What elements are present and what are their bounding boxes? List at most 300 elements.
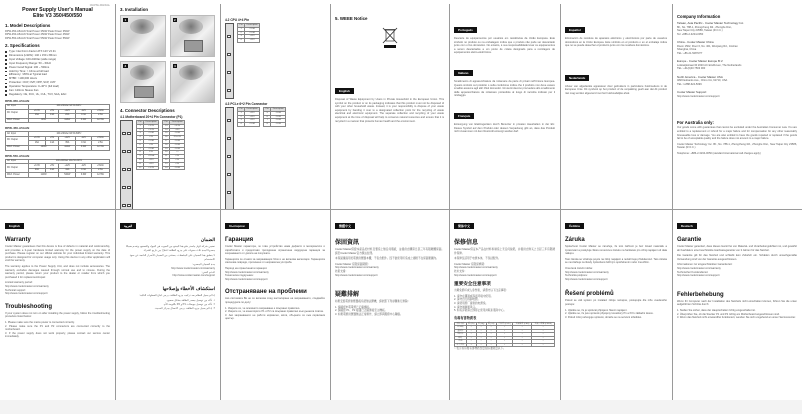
weee-translations-panel-2 [560,0,672,209]
australia-text: Our goods come with guarantees that cannot be excluded under the Australian Consumer Law. You are entitled to a replacement or refund for a major failure and for compensation for any other reasonably foreseeable loss or damage. You are also entitled to have the goods repaired or replaced if the goods fail to be of acceptable quality and the failure does not amount to a major failure. [677,126,797,141]
support-link[interactable]: http://www.coolermaster.com/support [677,274,720,278]
table-cell: 16A [28,114,45,119]
language-tag-nederlands: Nederlands [565,75,589,81]
lang-panel-english [0,210,115,400]
support-link[interactable]: http://www.coolermaster.com/support [565,277,608,281]
table-cell: ○ [532,333,555,337]
table-cell: 电子元件 [456,343,465,346]
warranty-text: Cooler Master гарантира, че това устройство няма дефекти в материалите и изработката и предоставя тригодишна ограничена хардуерна гаранция за захранването от датата на покупката. [225,245,325,256]
table-cell: +12V [245,39,260,43]
warranty-text: Cooler Master保证本产品在材料和制造上无任何缺陷，并提供自购买之日起三年有限硬件保修。 [454,248,555,255]
company-name: China - Cooler Master China [677,40,714,45]
table-cell: +12V [245,115,260,119]
table-cell: 35A [59,141,76,146]
support-link-label: Technical support: [5,288,26,292]
table-cell: 0.3A [76,168,92,173]
connector-sub-heading: 4.2 CPU 4+4 Pin [225,18,250,22]
table-cell: 线材 [455,336,467,340]
main-connector [120,120,215,209]
troubleshooting-step: ٣. إذا لم يعمل مزود الطاقة، يرجى الاتصال بمركز الخدمة. [154,306,215,310]
table-cell: 1 [238,27,245,31]
psu-illustration [134,86,154,98]
safety-step: 3. 请使用原厂提供的电源线。 [454,301,489,305]
table-cell: 9 [137,155,144,159]
troubleshooting-step: ٢. تأكد من توصيل موصلات P1 و P2 باللوحة الأم. [163,302,215,306]
language-tag: Deutsch [677,223,697,229]
table-cell: 348W [59,118,76,123]
table-cell: ---- [170,151,185,155]
warranty-link-label: Limited warranty period: [5,281,33,285]
table-cell: 14A [45,168,58,173]
table-cell: 16 [163,136,170,140]
warranty-text: لا ينطبق هذا الضمان على الملحقات. يستثنى من الضمان الأضرار الناتجة عن سوء الاستخدام. [129,254,215,261]
table-cell: ○ [476,343,486,347]
company-block-north-america [677,76,797,87]
table-label: DC Output [6,109,29,118]
table-cell: Pin [239,24,243,26]
company-block-europe [677,60,797,71]
cpu-connector [225,23,325,99]
table-cell: 12.5W [91,118,109,123]
warranty-link[interactable]: http://www.coolermaster.com/warranty [225,270,269,274]
connector-24pin-icon [120,120,133,209]
table-cell: 部件名称 [456,322,465,325]
pin-table [263,107,286,127]
model-line: RPW-350-A5AAN Total Power 350W Peak Power 350W [5,29,70,33]
table-cell: -12V [76,109,92,114]
lang-panel-bulgarian [220,210,330,400]
language-tag: 简体中文 [454,223,474,229]
table-cell: COM [271,115,286,119]
table-cell: -12V [76,136,92,141]
safety-step: 5. 如有异常请立即停止使用并联系服务中心。 [454,309,507,313]
table-cell: +12V [144,162,159,166]
table-cell: COM [271,123,286,127]
lang-panel-czech [560,210,672,400]
troubleshooting-step: 3. If the power supply does not work properly, please contact our service center immediately. [5,331,110,339]
troubleshooting-intro: Wenn Ihr Computer nach der Installation des Netzteils nicht einschalten können, führen Sie die unten aufgeführten Schritte durch: [677,299,797,307]
table-cell: +3.3V [170,124,185,128]
table-model-title: RPW-450-A5AAN [5,126,30,131]
table-cell: 24 [163,166,170,170]
table-label: AC Input [6,104,29,109]
table-cell: 12.5W [91,146,109,151]
warranty-text: تضمن شركة كولر ماستر خلو هذا المنتج من العيوب في المواد والتصنيع، وتقدم ضمانًا محدودًا لمدة ثلاث سنوات على مزود الطاقة اعتبارًا من تاريخ الشراء. [125,245,215,252]
table-model-title: RPW-550-A5AAN [5,153,30,158]
install-step-image [120,15,166,57]
table-cell: 镉 (Cd) [487,322,495,325]
table-cell: +5Vsb [91,164,109,169]
troubleshooting-heading: Řešení problémů [565,291,614,298]
table-cell: +3.3V [28,164,45,169]
language-tag-portugues: Português [454,27,477,33]
warranty-text: Společnost Cooler Master se zaručuje, že toto zařízení je bez závad materiálu a zpracování a poskytuje 3letou omezenou záruku na hardware pro zdroj napájení od data nákupu. [565,245,667,256]
troubleshooting-step: 1. Ujistěte se, že je správně připojeno hlavní napájení. [565,308,628,312]
table-cell: 2 [238,115,245,119]
connector-8pin-icon [225,23,234,99]
support-link[interactable]: http://www.coolermaster.com/support [677,95,720,99]
company-block-taiwan [677,22,797,36]
troubleshooting-step: 2. Уверете се, че конекторите P1 и P2 са свързани правилно към дънната платка. [225,310,324,314]
company-phone: Tel: +886-2-3234-0050 [677,32,704,36]
company-name: Europe - Cooler Master Europe B.V. [677,59,724,64]
specs-list [5,50,110,97]
language-tag: English [5,223,24,229]
warranty-link[interactable]: http://www.coolermaster.com/warranty [171,266,215,270]
table-cell: PS-ON [170,136,185,140]
table-cell: ○ [496,333,513,337]
table-cell: +12V [59,136,76,141]
company-block-china [677,41,797,55]
table-cell: COM [144,139,159,143]
table-cell: 5 [137,139,144,143]
table-cell: 塑料件 [455,333,467,337]
table-cell: 23 [163,162,170,166]
installation-panel [115,0,220,209]
connector-sub-heading: 4.1 Motherboard 20+4 Pin Connector (P1) [120,115,183,119]
table-cell: +12V [245,35,260,39]
company-address: Room 1502, Floor 6, No. 401, Wenjiang Rd., Jinshan [677,44,738,48]
table-cell: 20A [28,168,45,173]
warranty-heading: Záruka [565,237,585,243]
table-cell: 14A [45,141,58,146]
weee-nederlands-text: Afvoer van afgedankte apparatuur door gebruikers in particuliere huishoudens in de Europese Unie. Dit symbool op het product of de verpakking geeft aan dat dit product niet mag worden afgevoerd met het huishoudelijke afval. [565,84,667,95]
table-label: MAX. Power [6,173,29,178]
safety-step: 2. 请勿自行拆卸电源。 [454,298,481,302]
safety-step: 4. 请勿堵塞通风口。 [454,305,478,309]
table-cell: ○ [513,333,532,337]
table-cell: 26A [59,114,76,119]
lang-panel-arabic [115,210,220,400]
weee-espanol-text: Eliminación de residuos de aparatos eléctricos y electrónicos por parte de usuarios domésticos en la Unión Europea. Este símbolo en el producto o en el embalaje indica que no se puede desechar el producto junto con los residuos domésticos. [565,37,667,48]
weee-italiano-text: Smaltimento di apparecchiature da rottamare da parte di privati nell'Unione Europea. Questo simbolo sul prodotto o sulla confezione indica che il prodotto non deve essere smaltito assieme agli altri rifiuti domestici. Gli utenti devono provvedere allo smaltimento delle apparecchiature da rottamare portandole al luogo di raccolta indicato per il riciclaggio. [454,79,555,98]
table-cell: 3.6W [76,146,92,151]
pcie-connector [225,107,325,209]
table-cell: ○ [496,343,513,347]
warranty-heading: Гаранция [225,237,254,243]
doc-id: CM-PSU-MANUAL [89,4,110,7]
table-cell: +5V [170,158,185,162]
table-label: AC Input [6,159,29,164]
pin-table [237,107,260,127]
troubleshooting-step: 2. Please make sure the P1 and P2 connectors are connected correctly to the motherboard. [5,324,110,332]
table-cell: 1 [238,111,245,115]
table-cell: COM [170,166,185,170]
table-cell: 风扇 [455,340,467,344]
output-table [5,159,110,178]
warranty-link[interactable]: http://www.coolermaster.com/warranty [565,270,609,274]
table-cell: 3.6W [76,173,92,178]
table-cell: ○ [486,326,496,330]
table-cell: +3.3V [144,166,159,170]
troubleshooting-heading: Отстраняване на проблеми [225,289,307,296]
lang-panel-zh-tw [330,210,449,400]
table-cell: COM [144,132,159,136]
language-tag-italiano: Italiano [454,70,473,76]
table-cell: 4 [137,136,144,140]
connector-pcie-icon [225,107,234,209]
support-link[interactable]: http://www.coolermaster.com/support [172,274,215,278]
table-cell: ○ [476,333,486,337]
page-shadow [0,400,802,414]
spec-item: Operation Temperature: 0~40°C (full load) [5,85,110,89]
table-cell: +5Vsb [91,109,109,114]
table-cell: 2 [238,31,245,35]
warranty-heading: Garantie [677,237,702,243]
warranty-text: Die Garantie gilt für das Netzteil und schließt kein Zubehör ein. Schäden durch unsachgemäße Verwendung sind von der Garantie ausgeschlossen. [677,254,797,261]
support-link[interactable]: http://www.coolermaster.com/support [5,292,48,296]
table-cell: +3.3V [144,124,159,128]
step-number: 1 [124,18,127,22]
table-header: Pin [164,121,168,123]
table-cell: 100-240Vac 8A 50-60Hz [28,132,109,137]
weee-translations-panel-1 [449,0,560,209]
table-label: MAX. Power [6,146,29,151]
support-link[interactable]: http://www.coolermaster.com/support [225,277,268,281]
table-cell: 2.5A [91,114,109,119]
table-cell: PCB板 [455,326,467,330]
troubleshooting-intro: If your system does not turn on after installing the power supply, follow the troubleshooting procedure listed below: [5,311,110,319]
fan-illustration [130,65,154,80]
warranty-link-label: مدة الضمان المحدود: [192,263,215,267]
table-cell: 14 [163,128,170,132]
support-link-label: Техническа поддръжка: [225,274,254,278]
table-cell: +5V [170,155,185,159]
table-cell: ○ [532,326,555,330]
table-cell: 12.5W [91,173,109,178]
table-cell: COM [245,31,260,35]
table-cell: 3 [238,35,245,39]
language-tag-espanol: Español [565,27,585,33]
table-cell: 4 [238,123,245,127]
table-cell: COM [271,111,286,115]
connector-heading: 4. Connector Descriptions [120,108,175,113]
table-cell: ○ [496,340,513,344]
troubleshooting-step: 1. Уверете се, че основното захранване е свързано правилно. [225,306,300,310]
lang-panel-zh-cn [449,210,560,400]
table-cell: Description [246,24,258,26]
troubleshooting-step: 3. Ако захранването не работи нормално, моля, обърнете се към сервизния център. [225,313,325,321]
fan-illustration [179,65,203,80]
troubleshooting-step: 1. Please make sure the mains power is connected correctly. [5,320,75,324]
table-label: DC Output [6,164,29,173]
warranty-link[interactable]: http://www.coolermaster.com/warranty [335,266,379,270]
table-cell: COM [245,123,260,127]
crossed-bin-icon [382,27,398,49]
table-cell: 8 [137,151,144,155]
warranty-link[interactable]: http://www.coolermaster.com/warranty [5,284,49,288]
table-cell: ○ [476,340,486,344]
table-cell: +12V [59,164,76,169]
warranty-text: The warranty applies to the Power Supply Unit, and does not include accessories. The warranty excludes damages caused through normal use and to misuse. During the warranty period, please return your product to the dealer or retailer from which you purchased it for replacement/repair. [5,264,110,279]
table-cell: 8 [264,123,271,127]
table-cell: 13 [163,124,170,128]
table-cell: 11 [137,162,144,166]
table-label: DC Output [6,136,29,145]
company-name: Taiwan, Asia Pacific - Cooler Master Technology Inc. [677,21,744,25]
warranty-link[interactable]: http://www.coolermaster.com/warranty [454,266,498,270]
troubleshooting-step: 3. Pokud zdroj nefunguje správně, obraťte se na servisní středisko. [565,315,642,319]
table-cell: -12V [76,164,92,169]
company-heading: Company Information [677,14,721,19]
company-address: Lodewijkstraat 30 2020 AC Eindhoven, The Netherlands [677,63,742,67]
troubleshooting-step: 1. Stellen Sie sicher, dass der Hauptschalter richtig eingeschaltet ist. [677,308,756,312]
safety-intro: 为避免损坏或人身伤害，请遵守以下注意事项： [454,289,509,293]
safety-heading: 重要安全注意事项 [454,281,491,287]
spec-item: Hold Up Time: > 16ms at full load [5,70,110,74]
table-cell: ○ [513,329,532,333]
table-cell: ○ [486,340,496,344]
psu-illustration [184,40,204,52]
table-cell: +5Vsb [144,155,159,159]
language-tag: 繁體中文 [335,223,355,229]
table-cell: Description [246,108,258,110]
table-cell: 15 [163,132,170,136]
company-phone: TEL: 1-888-624-5099 [677,82,702,86]
table-cell: 6 [137,143,144,147]
table-cell: 14A [45,114,58,119]
warranty-text: 本保修仅适用于电源本体，不包括配件。 [454,257,501,261]
spec-item: Fan: 120mm Sleeve Fan [5,89,110,93]
troubleshooting-intro: Pokud se váš systém po instalaci zdroje nezapne, postupujte dle níže uvedeného postupu: [565,299,667,306]
company-address: New Taipei City 23586, Taiwan (R.O.C.) [677,29,723,33]
table-cell: Pin [265,108,269,110]
table-cell: 80W [28,118,58,123]
table-cell: 1 [137,124,144,128]
warranty-link[interactable]: http://www.coolermaster.com/warranty [677,266,721,270]
table-cell: 六价铬 (Cr6+) [496,322,513,326]
table-cell: COM [170,143,185,147]
table-cell: +3.3V [28,136,45,141]
table-cell: COM [170,139,185,143]
table-cell: +5V [45,136,58,141]
pin-table [162,120,185,170]
weee-portugues-text: Descarte de equipamentos por usuários em residências da União Europeia. Este símbolo no produto ou na embalagem indica que o produto não pode ser descartado junto com o lixo doméstico. No entanto, é sua responsabilidade levar os equipamentos a serem descartados a um ponto de coleta designado para a reciclagem de equipamentos eletro-eletrônicos. [454,37,555,55]
spec-item: Regulatory: CE, FCC, UL, CUL, TUV, SAA, EAC [5,93,110,97]
table-cell: 19 [163,147,170,151]
installation-heading: 3. Installation [120,7,149,12]
step-number: 2 [174,18,176,22]
warranty-text: Cooler Master garantiert, dass dieses Gerät frei von Material- und Verarbeitungsfehlern ist, und gewährt ab Kaufdatum eine beschränkte Hardwaregarantie von 3 Jahren für das Netzteil. [677,245,797,252]
install-step-image [170,15,216,57]
table-label: AC Input [6,132,29,137]
table-cell: ○ [496,329,513,333]
company-name: Cooler Master Support: [677,90,707,95]
step-number: 3 [124,64,127,68]
weee-english-text: Disposal of Waste Equipment by Users in Private Household in the European Union. This symbol on the product or on its packaging indicates that this product must not be disposed of with your other household waste. Instead, it is your responsibility to dispose of your waste equipment by handing it over to a designated collection point for the recycling of waste electrical and electronic equipment. The separate collection and recycling of your waste equipment at the time of disposal will help to conserve natural resources and ensure that it is recycled in a manner that protects human health and the environment. [335,98,444,123]
warranty-heading: الضمان [200,237,215,242]
spec-item: Input Frequency Range: 50 ~ 60Hz [5,62,110,66]
pin-table [237,23,260,43]
warranty-text: Tato záruka se vztahuje pouze na zdroj napájení a nezahrnuje příslušenství. Tato záruka se nevztahuje na škody způsobené běžným opotřebením nebo zneužitím. [565,257,667,265]
table-cell: ○ [486,329,496,333]
language-tag-francais: Français [454,113,474,119]
table-header: Description [171,121,183,123]
table-cell: 多溴联苯 (PBB) [513,322,532,326]
table-cell: ○ [476,326,486,330]
table-cell: Pin [239,108,243,110]
table-cell: +5Vsb [91,136,109,141]
warranty-link-label: Informationen zur eingeschränkten Garantiezeit: [677,263,733,267]
connector-sub-heading: 4.3 PCI-e 6+2 Pin Connector [225,102,268,106]
language-tag: български [225,223,249,229]
language-tag: Čeština [565,223,584,229]
table-cell: ○ [466,326,476,330]
install-step-image [120,61,166,103]
table-cell: ○ [486,343,496,347]
table-cell: Description [272,108,284,110]
table-cell: ○ [532,336,555,340]
table-cell: ○ [466,336,476,340]
company-panel [672,0,802,209]
troubleshooting-step: 3. 如果電源供應器無法正常運作，請立即與服務中心聯絡。 [335,312,403,316]
hazard-note: ○ 表示该有毒有害物质含量在标准限量以下。 [454,347,506,351]
table-cell: 3.6W [76,118,92,123]
table-cell: +5V [144,136,159,140]
table-cell: ○ [496,326,513,330]
table-cell: ○ [486,336,496,340]
troubleshooting-step: ١. تأكد من توصيل مصدر الطاقة بشكل صحيح. [166,299,215,303]
table-cell: 铅 (Pb) [468,322,475,325]
warranty-text: Cooler Master guarantees that this device is free of defects in material and workmanship, and provides a 3-year hardware limited warranty for the power supply on the date of purchase. Please register on our official website for your individual limited warranty. This product is designed for computer usage only. Using this device in any other application will void the warranty. [5,245,110,263]
support-link-label: 技术支持： [454,269,467,273]
lang-panel-german [672,210,802,400]
table-cell: × [466,343,476,347]
table-cell: 10 [137,158,144,162]
spec-item: Protection: OCP, OVP, OPP, SCP, UVP [5,81,110,85]
table-cell: ○ [513,343,532,347]
table-cell: +3.3V [144,128,159,132]
table-cell: 20 [163,151,170,155]
spec-item: Type: Intel Form Factor ATX 12V V2.31 [5,50,110,54]
troubleshooting-intro: 如果安裝電源供應器後系統無法開機，請依照下列步驟進行排除： [335,300,411,304]
model-heading: 1. Model Descriptions [5,22,51,28]
spec-item: Power Good Signal: 100 ~ 500ms [5,66,110,70]
table-cell: ○ [466,340,476,344]
table-cell: ○ [496,336,513,340]
table-cell: -12V [170,128,185,132]
table-cell: 3 [137,132,144,136]
table-cell: 21 [163,155,170,159]
australia-address: Cooler Master Technology Inc. 8F., No. 788-1, Zhongzheng Rd., Zhonghe Dist., New Taipei City 23586, Taiwan (R.O.C.) [677,142,797,150]
weee-panel [330,0,449,209]
support-link[interactable]: http://www.coolermaster.com/support [335,273,378,277]
warranty-link-label: Cooler Master 有限保修期： [454,262,487,266]
table-cell: 44A [59,168,76,173]
table-cell: ○ [466,333,476,337]
support-link-label: Technická podpora: [565,274,588,278]
company-block-support [677,91,797,98]
language-tag: العربية [120,223,136,229]
table-cell: COM [271,119,286,123]
company-phone: TEL: +31(0)40 7503 000 [677,67,706,71]
table-cell: +5V [170,162,185,166]
table-cell: 540W [59,173,76,178]
troubleshooting-heading: 疑難排解 [335,292,360,299]
table-cell: 100-240Vac 10A 50-60Hz [28,159,109,164]
manual-subtitle: Elite V3 350/450/550 [32,13,83,20]
table-cell: P.G. [144,151,159,155]
support-link[interactable]: http://www.coolermaster.com/support [454,273,497,277]
table-cell: ○ [532,343,555,347]
table-cell: 0.3A [76,141,92,146]
table-cell: 4 [238,39,245,43]
table-cell: 2.5A [91,168,109,173]
table-cell: ○ [532,340,555,344]
warranty-heading: Warranty [5,237,31,243]
fan-illustration [130,19,154,34]
table-cell: COM [170,147,185,151]
